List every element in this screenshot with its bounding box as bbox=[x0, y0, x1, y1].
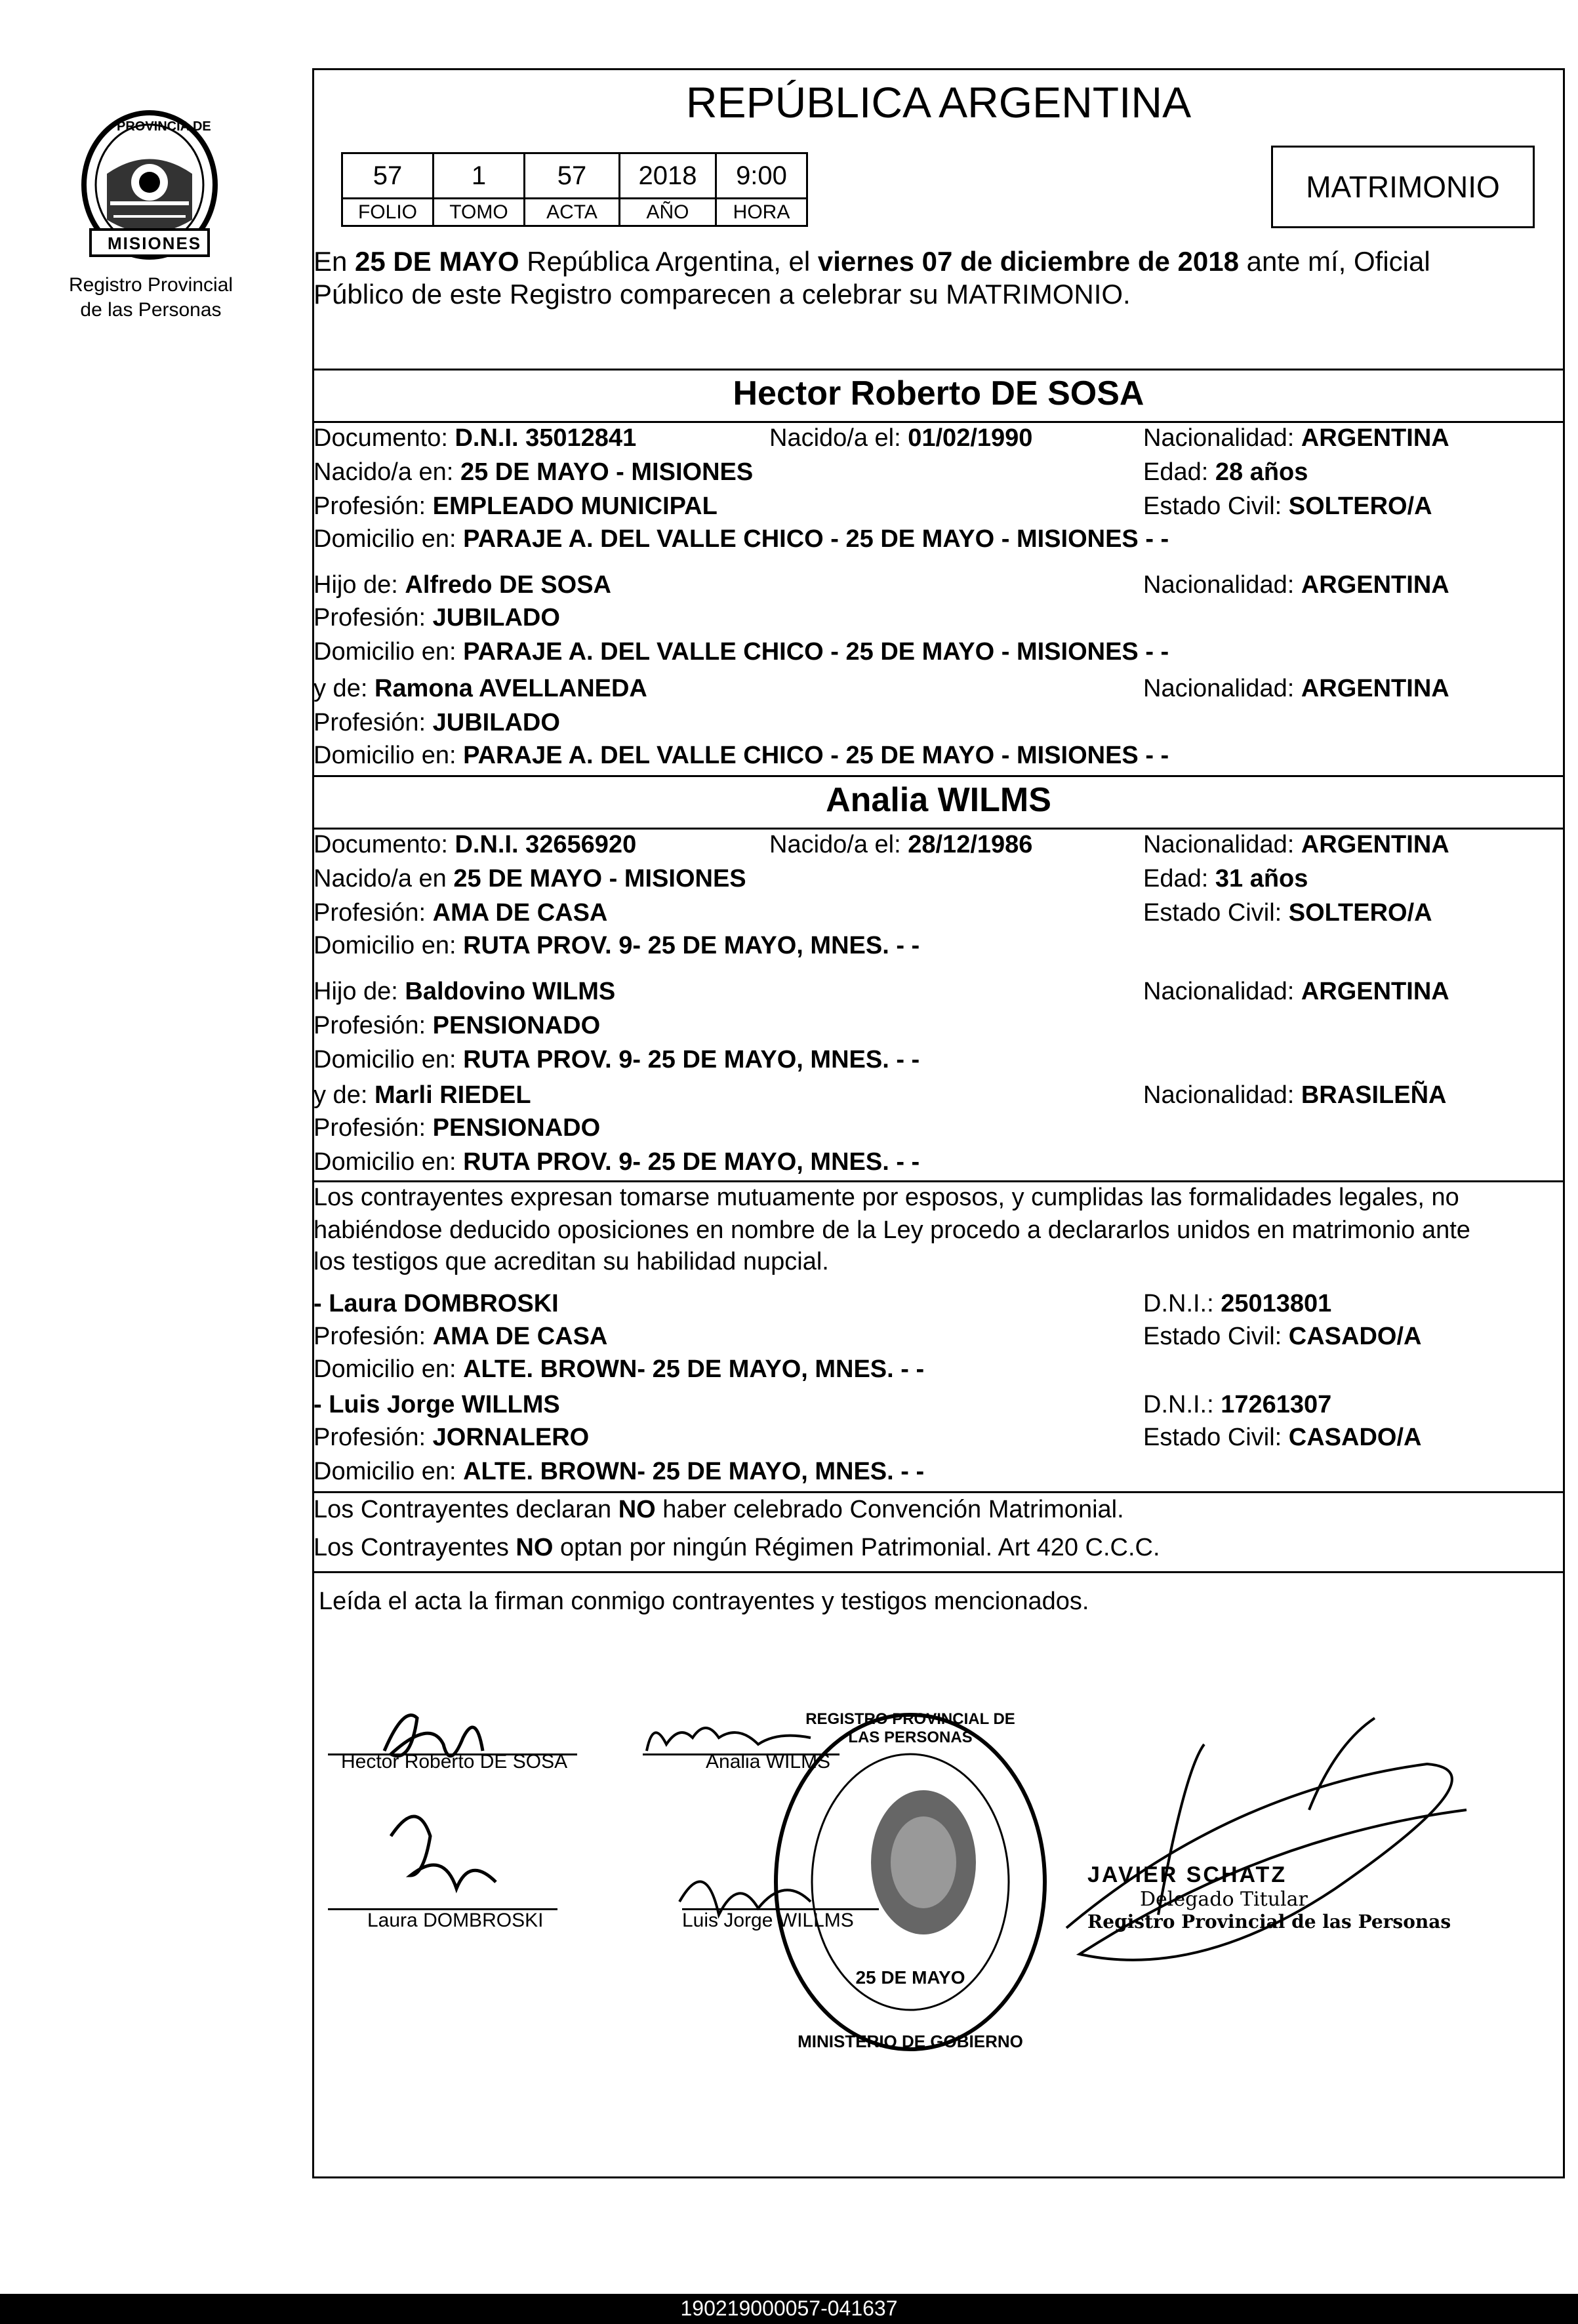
label: Profesión: bbox=[314, 899, 426, 927]
province-seal bbox=[71, 105, 228, 262]
bride-name: Analia WILMS bbox=[826, 781, 1051, 819]
groom-father-domicilio bbox=[314, 637, 1169, 666]
label: y de: bbox=[314, 675, 368, 702]
bride-nacido-el bbox=[769, 830, 1032, 859]
label: Domicilio en: bbox=[314, 1355, 456, 1383]
officer-org: Registro Provincial de las Personas bbox=[1087, 1911, 1451, 1933]
signature-label-witness-1: Laura DOMBROSKI bbox=[367, 1910, 544, 1931]
value: 01/02/1990 bbox=[908, 424, 1033, 452]
value: ALTE. BROWN- 25 DE MAYO, MNES. - - bbox=[463, 1458, 925, 1485]
label: Profesión: bbox=[314, 1114, 426, 1142]
intro-date: viernes 07 de diciembre de 2018 bbox=[817, 246, 1239, 277]
value: 25 DE MAYO - MISIONES bbox=[460, 458, 754, 486]
bride-mother bbox=[314, 1081, 531, 1110]
bride-father-domicilio bbox=[314, 1045, 920, 1074]
label: Hijo de: bbox=[314, 571, 398, 599]
value: ARGENTINA bbox=[1301, 978, 1449, 1005]
bride-edad bbox=[1143, 864, 1308, 893]
declaration-line-2: habiéndose deducido oposiciones en nombre de la Ley procedo a declararlos unidos en matrimonio ante bbox=[314, 1216, 1470, 1244]
label: Profesión: bbox=[314, 604, 426, 631]
folio-label: FOLIO bbox=[341, 197, 434, 227]
intro-p2: República Argentina, el bbox=[519, 246, 818, 277]
closing-text: Leída el acta la firman conmigo contrayentes y testigos mencionados. bbox=[319, 1588, 1089, 1615]
value: PARAJE A. DEL VALLE CHICO - 25 DE MAYO - MISIONES - - bbox=[463, 638, 1169, 666]
footer-code: 190219000057-041637 bbox=[680, 2296, 898, 2320]
label: Profesión: bbox=[314, 1012, 426, 1039]
intro-place: 25 DE MAYO bbox=[355, 246, 519, 277]
value: Alfredo DE SOSA bbox=[405, 571, 612, 599]
groom-estado-civil bbox=[1143, 492, 1432, 521]
divider bbox=[312, 775, 1565, 777]
intro-p3: ante mí, Oficial bbox=[1238, 246, 1430, 277]
divider bbox=[312, 1491, 1565, 1493]
bride-mother-nacionalidad bbox=[1143, 1081, 1447, 1110]
label: Profesión: bbox=[314, 1323, 426, 1350]
value: ARGENTINA bbox=[1301, 831, 1449, 858]
value: JUBILADO bbox=[432, 604, 560, 631]
label: Nacido/a el: bbox=[769, 424, 901, 452]
label: y de: bbox=[314, 1081, 368, 1109]
value: D.N.I. 35012841 bbox=[455, 424, 637, 452]
value: D.N.I. 32656920 bbox=[455, 831, 637, 858]
witness-2-name: - Luis Jorge WILLMS bbox=[314, 1391, 560, 1418]
stamp-bottom-text: MINISTERIO DE GOBIERNO bbox=[798, 2032, 1023, 2051]
bride-estado-civil bbox=[1143, 898, 1432, 927]
witness-2-dni bbox=[1143, 1390, 1331, 1419]
groom-edad bbox=[1143, 458, 1308, 487]
bride-mother-profesion bbox=[314, 1113, 600, 1142]
stamp-center-text: 25 DE MAYO bbox=[855, 1967, 965, 1988]
witness-1-estado bbox=[1143, 1322, 1421, 1351]
value: SOLTERO/A bbox=[1288, 492, 1432, 520]
groom-signature-icon bbox=[384, 1715, 483, 1756]
value: ALTE. BROWN- 25 DE MAYO, MNES. - - bbox=[463, 1355, 925, 1383]
groom-father bbox=[314, 571, 611, 599]
doc-type-box: MATRIMONIO bbox=[1271, 146, 1535, 228]
label: Estado Civil: bbox=[1143, 492, 1282, 520]
hora-value: 9:00 bbox=[715, 152, 808, 199]
intro-line-2: Público de este Registro comparecen a celebrar su MATRIMONIO. bbox=[314, 279, 1131, 310]
groom-father-nacionalidad bbox=[1143, 571, 1449, 599]
signature-label-bride: Analia WILMS bbox=[706, 1751, 831, 1773]
groom-nacionalidad bbox=[1143, 424, 1449, 452]
value: RUTA PROV. 9- 25 DE MAYO, MNES. - - bbox=[463, 1148, 920, 1176]
bride-domicilio bbox=[314, 931, 920, 960]
bride-documento bbox=[314, 830, 636, 859]
label: Profesión: bbox=[314, 709, 426, 736]
logo-caption-1: Registro Provincial bbox=[68, 274, 233, 296]
bride-father-nacionalidad bbox=[1143, 977, 1449, 1006]
value: EMPLEADO MUNICIPAL bbox=[432, 492, 718, 520]
declaration-line-1: Los contrayentes expresan tomarse mutuamente por esposos, y cumplidas las formalidades legales, no bbox=[314, 1184, 1459, 1211]
page-title: REPÚBLICA ARGENTINA bbox=[685, 78, 1192, 127]
witness-1-name: - Laura DOMBROSKI bbox=[314, 1290, 559, 1317]
hora-label: HORA bbox=[715, 197, 808, 227]
official-stamp bbox=[766, 1705, 1055, 2059]
text: Los Contrayentes declaran bbox=[314, 1496, 618, 1523]
label: Nacionalidad: bbox=[1143, 424, 1295, 452]
acta-value: 57 bbox=[523, 152, 620, 199]
label: Nacionalidad: bbox=[1143, 978, 1295, 1005]
emphasis: NO bbox=[516, 1534, 554, 1561]
label: D.N.I.: bbox=[1143, 1391, 1214, 1418]
logo-caption-2: de las Personas bbox=[80, 299, 222, 321]
groom-documento bbox=[314, 424, 636, 452]
label: Domicilio en: bbox=[314, 1148, 456, 1176]
groom-domicilio bbox=[314, 525, 1169, 553]
label: Profesión: bbox=[314, 1424, 426, 1451]
intro-p1: En bbox=[314, 246, 355, 277]
label: D.N.I.: bbox=[1143, 1290, 1214, 1317]
value: 25 DE MAYO - MISIONES bbox=[453, 865, 746, 892]
groom-mother-profesion bbox=[314, 708, 560, 737]
intro-line-1 bbox=[314, 245, 1430, 278]
label: Estado Civil: bbox=[1143, 1424, 1282, 1451]
anio-value: 2018 bbox=[618, 152, 717, 199]
text: optan por ningún Régimen Patrimonial. Art 420 C.C.C. bbox=[553, 1534, 1160, 1561]
label: Nacionalidad: bbox=[1143, 571, 1295, 599]
value: 28 años bbox=[1215, 458, 1308, 486]
value: ARGENTINA bbox=[1301, 571, 1449, 599]
value: AMA DE CASA bbox=[432, 1323, 608, 1350]
value: RUTA PROV. 9- 25 DE MAYO, MNES. - - bbox=[463, 932, 920, 959]
label: Edad: bbox=[1143, 865, 1209, 892]
label: Nacionalidad: bbox=[1143, 675, 1295, 702]
label: Documento: bbox=[314, 831, 448, 858]
groom-profesion bbox=[314, 492, 718, 521]
label: Domicilio en: bbox=[314, 1046, 456, 1073]
groom-nacido-en bbox=[314, 458, 753, 487]
label: Nacionalidad: bbox=[1143, 1081, 1295, 1109]
signature-label-groom: Hector Roberto DE SOSA bbox=[341, 1751, 568, 1773]
value: PENSIONADO bbox=[432, 1012, 601, 1039]
label: Nacido/a en bbox=[314, 865, 447, 892]
officer-block bbox=[1087, 1862, 1451, 1933]
label: Hijo de: bbox=[314, 978, 398, 1005]
groom-name: Hector Roberto DE SOSA bbox=[733, 374, 1144, 412]
label: Estado Civil: bbox=[1143, 899, 1282, 927]
label: Domicilio en: bbox=[314, 638, 456, 666]
seal-top-text: PROVINCIA DE bbox=[117, 119, 211, 134]
folio-value: 57 bbox=[341, 152, 434, 199]
value: 25013801 bbox=[1221, 1290, 1332, 1317]
anio-label: AÑO bbox=[618, 197, 717, 227]
witness-2-profesion bbox=[314, 1423, 589, 1452]
groom-mother-nacionalidad bbox=[1143, 674, 1449, 703]
value: Marli RIEDEL bbox=[374, 1081, 531, 1109]
tomo-value: 1 bbox=[432, 152, 525, 199]
value: CASADO/A bbox=[1288, 1424, 1422, 1451]
witness-1-domicilio bbox=[314, 1355, 924, 1384]
groom-mother bbox=[314, 674, 647, 703]
value: 28/12/1986 bbox=[908, 831, 1033, 858]
label: Domicilio en: bbox=[314, 1458, 456, 1485]
witness-2-estado bbox=[1143, 1423, 1421, 1452]
divider bbox=[312, 1571, 1565, 1573]
convention-line-1 bbox=[314, 1495, 1124, 1524]
declaration-line-3: los testigos que acreditan su habilidad nupcial. bbox=[314, 1248, 829, 1275]
label: Nacido/a en: bbox=[314, 458, 454, 486]
bride-mother-domicilio bbox=[314, 1148, 920, 1176]
label: Domicilio en: bbox=[314, 525, 456, 553]
value: PARAJE A. DEL VALLE CHICO - 25 DE MAYO - MISIONES - - bbox=[463, 525, 1169, 553]
acta-label: ACTA bbox=[523, 197, 620, 227]
groom-mother-domicilio bbox=[314, 741, 1169, 770]
witness-1-profesion bbox=[314, 1322, 607, 1351]
divider bbox=[312, 369, 1565, 371]
value: CASADO/A bbox=[1288, 1323, 1422, 1350]
label: Estado Civil: bbox=[1143, 1323, 1282, 1350]
convention-line-2 bbox=[314, 1533, 1160, 1562]
label: Domicilio en: bbox=[314, 742, 456, 769]
signature-label-witness-2: Luis Jorge WILLMS bbox=[682, 1910, 854, 1931]
value: Ramona AVELLANEDA bbox=[374, 675, 647, 702]
groom-nacido-el bbox=[769, 424, 1032, 452]
divider bbox=[312, 828, 1565, 830]
label: Documento: bbox=[314, 424, 448, 452]
label: Nacionalidad: bbox=[1143, 831, 1295, 858]
tomo-label: TOMO bbox=[432, 197, 525, 227]
value: JORNALERO bbox=[432, 1424, 590, 1451]
text: haber celebrado Convención Matrimonial. bbox=[655, 1496, 1124, 1523]
emphasis: NO bbox=[618, 1496, 656, 1523]
value: Baldovino WILMS bbox=[405, 978, 616, 1005]
bride-father bbox=[314, 977, 615, 1006]
witness-1-dni bbox=[1143, 1289, 1331, 1318]
value: 31 años bbox=[1215, 865, 1308, 892]
groom-father-profesion bbox=[314, 603, 560, 632]
label: Domicilio en: bbox=[314, 932, 456, 959]
bride-nacionalidad bbox=[1143, 830, 1449, 859]
value: AMA DE CASA bbox=[432, 899, 608, 927]
label: Profesión: bbox=[314, 492, 426, 520]
value: RUTA PROV. 9- 25 DE MAYO, MNES. - - bbox=[463, 1046, 920, 1073]
label: Nacido/a el: bbox=[769, 831, 901, 858]
officer-name: JAVIER SCHATZ bbox=[1087, 1862, 1287, 1887]
stamp-ring-text: REGISTRO PROVINCIAL DE LAS PERSONAS bbox=[805, 1710, 1015, 1746]
value: BRASILEÑA bbox=[1301, 1081, 1447, 1109]
divider bbox=[312, 421, 1565, 423]
label: Edad: bbox=[1143, 458, 1209, 486]
bride-nacido-en bbox=[314, 864, 746, 893]
value: JUBILADO bbox=[432, 709, 560, 736]
value: 17261307 bbox=[1221, 1391, 1332, 1418]
bride-father-profesion bbox=[314, 1011, 600, 1040]
witness-2-domicilio bbox=[314, 1457, 924, 1486]
text: Los Contrayentes bbox=[314, 1534, 516, 1561]
value: ARGENTINA bbox=[1301, 675, 1449, 702]
seal-bottom-text: MISIONES bbox=[108, 233, 202, 253]
bride-profesion bbox=[314, 898, 607, 927]
witness1-signature-icon bbox=[391, 1816, 496, 1889]
value: ARGENTINA bbox=[1301, 424, 1449, 452]
divider bbox=[312, 1180, 1565, 1182]
officer-title: Delegado Titular bbox=[1140, 1888, 1308, 1911]
value: PARAJE A. DEL VALLE CHICO - 25 DE MAYO - MISIONES - - bbox=[463, 742, 1169, 769]
stamp-ring-icon bbox=[766, 1705, 1055, 2059]
value: PENSIONADO bbox=[432, 1114, 601, 1142]
value: SOLTERO/A bbox=[1288, 899, 1432, 927]
